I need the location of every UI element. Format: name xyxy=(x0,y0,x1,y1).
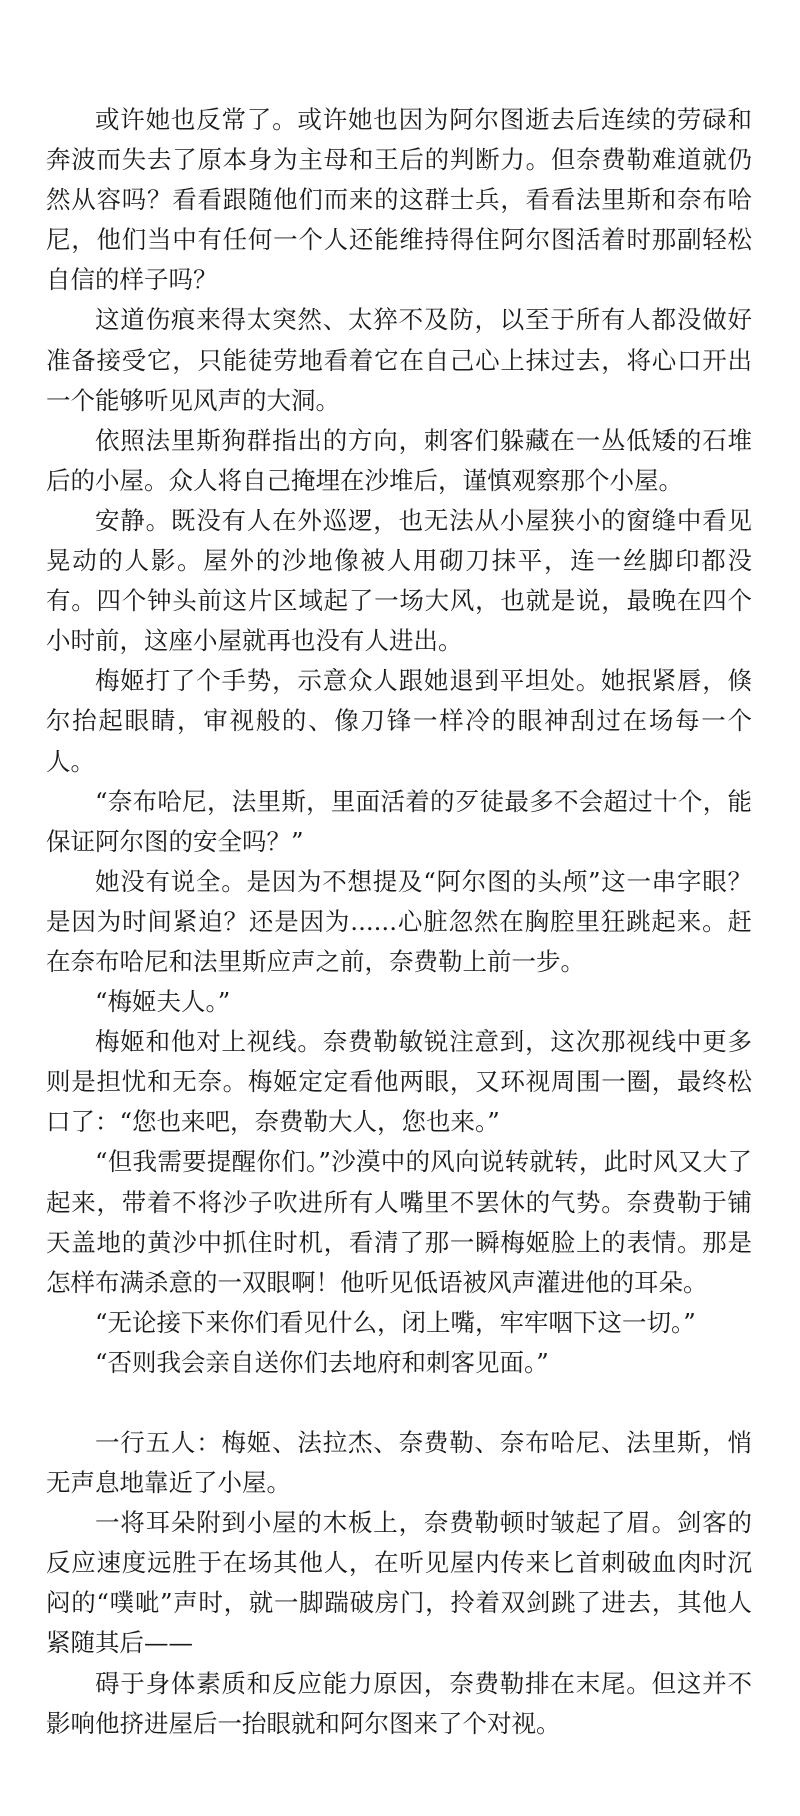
paragraph: 她没有说全。是因为不想提及“阿尔图的头颅”这一串字眼？是因为时间紧迫？还是因为......心脏忽然在胸腔里狂跳起来。赶在奈布哈尼和法里斯应声之前，奈费勒上前一步。 xyxy=(46,866,752,976)
paragraph: 碍于身体素质和反应能力原因，奈费勒排在末尾。但这并不影响他挤进屋后一抬眼就和阿尔图来了个对视。 xyxy=(46,1668,752,1738)
paragraph: “否则我会亲自送你们去地府和刺客见面。” xyxy=(95,1347,549,1377)
paragraph: “梅姬夫人。” xyxy=(95,987,231,1017)
section-break xyxy=(46,1383,752,1423)
paragraph: “奈布哈尼，法里斯，里面活着的歹徒最多不会超过十个，能保证阿尔图的安全吗？” xyxy=(46,786,752,856)
paragraph: 这道伤痕来得太突然、太猝不及防，以至于所有人都没做好准备接受它，只能徒劳地看着它在自己心上抹过去，将心口开出一个能够听见风声的大洞。 xyxy=(46,305,752,415)
paragraph: “但我需要提醒你们。”沙漠中的风向说转就转，此时风又大了起来，带着不将沙子吹进所有人嘴里不罢休的气势。奈费勒于铺天盖地的黄沙中抓住时机，看清了那一瞬梅姬脸上的表情。那是怎样布满杀意的一双眼啊！他听见低语被风声灌进他的耳朵。 xyxy=(46,1147,752,1297)
paragraph: 一行五人：梅姬、法拉杰、奈费勒、奈布哈尼、法里斯，悄无声息地靠近了小屋。 xyxy=(46,1428,752,1498)
article-body xyxy=(46,100,752,1744)
paragraph: 或许她也反常了。或许她也因为阿尔图逝去后连续的劳碌和奔波而失去了原本身为主母和王后的判断力。但奈费勒难道就仍然从容吗？看看跟随他们而来的这群士兵，看看法里斯和奈布哈尼，他们当中有任何一个人还能维持得住阿尔图活着时那副轻松自信的样子吗？ xyxy=(46,105,752,295)
paragraph: 安静。既没有人在外巡逻，也无法从小屋狭小的窗缝中看见晃动的人影。屋外的沙地像被人用砌刀抹平，连一丝脚印都没有。四个钟头前这片区域起了一场大风，也就是说，最晚在四个小时前，这座小屋就再也没有人进出。 xyxy=(46,505,752,656)
paragraph: 一将耳朵附到小屋的木板上，奈费勒顿时皱起了眉。剑客的反应速度远胜于在场其他人，在听见屋内传来匕首刺破血肉时沉闷的“噗呲”声时，就一脚踹破房门，拎着双剑跳了进去，其他人紧随其后—— xyxy=(46,1508,752,1658)
paragraph: 梅姬和他对上视线。奈费勒敏锐注意到，这次那视线中更多则是担忧和无奈。梅姬定定看他两眼，又环视周围一圈，最终松口了：“您也来吧，奈费勒大人，您也来。” xyxy=(46,1027,752,1137)
paragraph: 依照法里斯狗群指出的方向，刺客们躲藏在一丛低矮的石堆后的小屋。众人将自己掩埋在沙堆后，谨慎观察那个小屋。 xyxy=(46,425,752,495)
paragraph: 梅姬打了个手势，示意众人跟她退到平坦处。她抿紧唇，倏尔抬起眼睛，审视般的、像刀锋一样冷的眼神刮过在场每一个人。 xyxy=(46,666,752,776)
paragraph: “无论接下来你们看见什么，闭上嘴，牢牢咽下这一切。” xyxy=(95,1307,696,1337)
